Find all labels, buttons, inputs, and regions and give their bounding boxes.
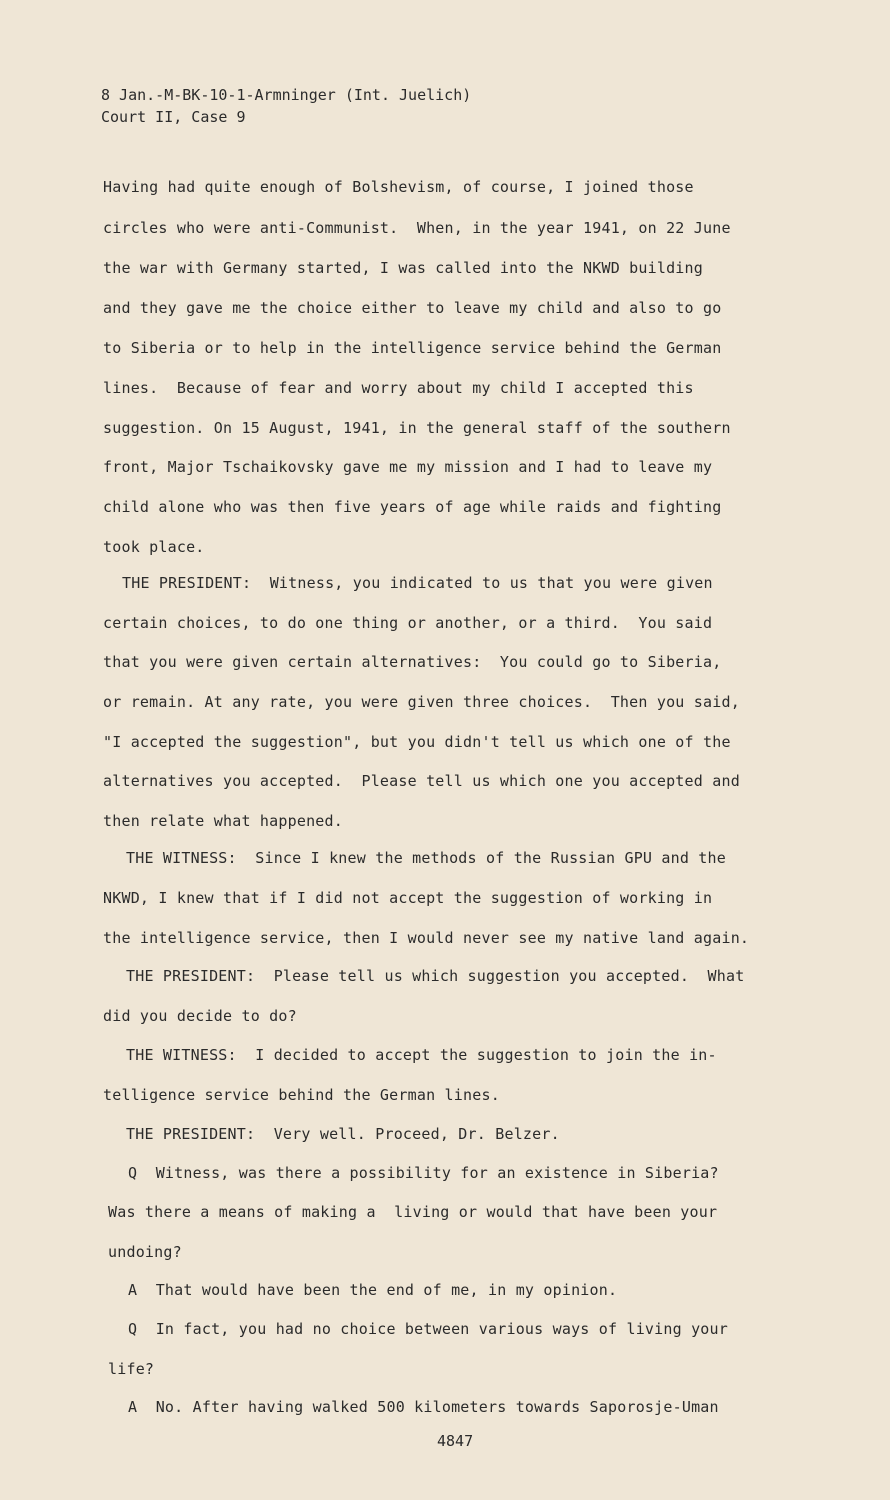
transcript-line: or remain. At any rate, you were given three choices. Then you said, <box>103 693 740 711</box>
transcript-line: "I accepted the suggestion", but you didn't tell us which one of the <box>103 733 731 751</box>
transcript-line: NKWD, I knew that if I did not accept the suggestion of working in <box>103 889 713 907</box>
transcript-line: Q Witness, was there a possibility for an existence in Siberia? <box>128 1164 719 1182</box>
transcript-line: alternatives you accepted. Please tell us which one you accepted and <box>103 772 740 790</box>
transcript-line: that you were given certain alternatives: You could go to Siberia, <box>103 653 722 671</box>
transcript-line: certain choices, to do one thing or another, or a third. You said <box>103 614 713 632</box>
transcript-line: THE PRESIDENT: Please tell us which suggestion you accepted. What <box>126 967 745 985</box>
transcript-line: THE PRESIDENT: Witness, you indicated to us that you were given <box>122 574 713 592</box>
page-number: 4847 <box>437 1432 474 1450</box>
transcript-line: THE WITNESS: I decided to accept the suggestion to join the in- <box>126 1046 717 1064</box>
transcript-line: the war with Germany started, I was called into the NKWD building <box>103 259 703 277</box>
transcript-line: did you decide to do? <box>103 1007 297 1025</box>
transcript-line: suggestion. On 15 August, 1941, in the general staff of the southern <box>103 419 731 437</box>
transcript-line: Was there a means of making a living or would that have been your <box>108 1203 718 1221</box>
transcript-line: then relate what happened. <box>103 812 343 830</box>
transcript-line: lines. Because of fear and worry about my child I accepted this <box>103 379 694 397</box>
transcript-line: the intelligence service, then I would never see my native land again. <box>103 929 750 947</box>
transcript-line: A No. After having walked 500 kilometers towards Saporosje-Uman <box>128 1398 719 1416</box>
header-reference: 8 Jan.-M-BK-10-1-Armninger (Int. Juelich) <box>101 86 472 104</box>
transcript-line: undoing? <box>108 1243 182 1261</box>
transcript-line: front, Major Tschaikovsky gave me my mission and I had to leave my <box>103 458 713 476</box>
transcript-line: telligence service behind the German lines. <box>103 1086 500 1104</box>
transcript-line: THE WITNESS: Since I knew the methods of the Russian GPU and the <box>126 849 726 867</box>
transcript-line: child alone who was then five years of age while raids and fighting <box>103 498 722 516</box>
transcript-line: and they gave me the choice either to leave my child and also to go <box>103 299 722 317</box>
transcript-line: to Siberia or to help in the intelligence service behind the German <box>103 339 722 357</box>
transcript-line: Q In fact, you had no choice between various ways of living your <box>128 1320 728 1338</box>
transcript-line: A That would have been the end of me, in my opinion. <box>128 1281 618 1299</box>
transcript-line: THE PRESIDENT: Very well. Proceed, Dr. Belzer. <box>126 1125 560 1143</box>
transcript-line: took place. <box>103 538 205 556</box>
transcript-line: circles who were anti-Communist. When, in the year 1941, on 22 June <box>103 219 731 237</box>
transcript-line: life? <box>108 1360 155 1378</box>
transcript-line: Having had quite enough of Bolshevism, of course, I joined those <box>103 178 694 196</box>
header-court: Court II, Case 9 <box>101 108 246 126</box>
